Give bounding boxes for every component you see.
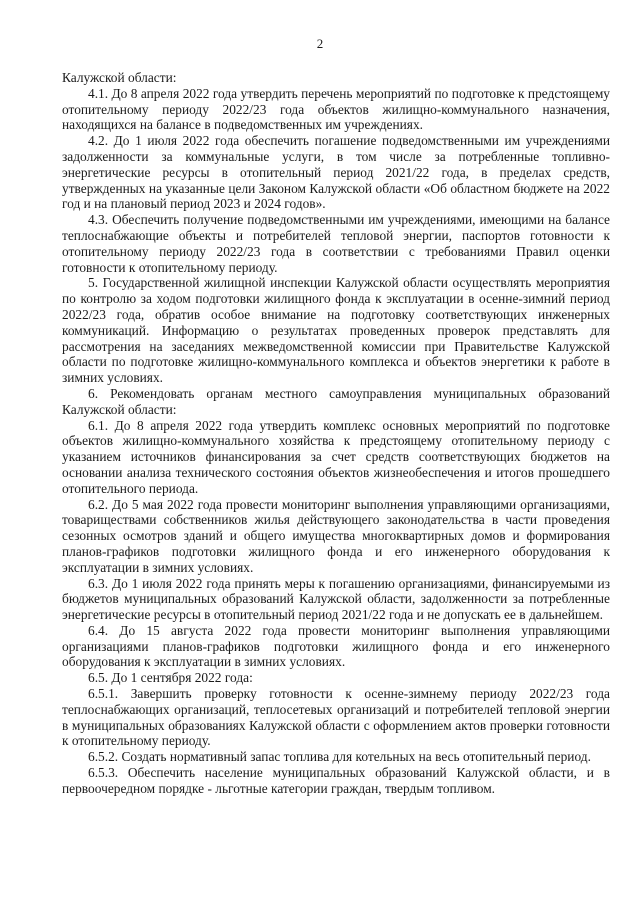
paragraph-6-5-2: 6.5.2. Создать нормативный запас топлива для котельных на весь отопительный период. <box>88 749 591 765</box>
document-body <box>62 70 610 797</box>
paragraph-continuation: Калужской области: <box>62 70 177 85</box>
paragraph-6: 6. Рекомендовать органам местного самоуправления муниципальных образований Калужской области: <box>62 385 610 417</box>
paragraph-6-5-3: 6.5.3. Обеспечить население муниципальных образований Калужской области, и в первоочередном порядке - льготные категории граждан, твердым топливом. <box>62 765 610 796</box>
paragraph-4-1: 4.1. До 8 апреля 2022 года утвердить перечень мероприятий по подготовке к предстоящему отопительному периоду 2022/23 года объектов жилищно-коммунального назначения, находящихся на балансе в подведомственных им учреждениях. <box>62 85 610 133</box>
page-number: 2 <box>316 36 324 51</box>
paragraph-6-1: 6.1. До 8 апреля 2022 года утвердить комплекс основных мероприятий по подготовке объектов жилищно-коммунального хозяйства к предстоящему отопительному периоду с указанием источников финансирования за счет средств соответствующих бюджетов на основании анализа технического состояния объектов жизнеобеспечения и итогов прошедшего отопительного периода. <box>62 417 610 496</box>
paragraph-4-2: 4.2. До 1 июля 2022 года обеспечить погашение подведомственными им учреждениями задолженности за коммунальные услуги, в том числе за потребленные топливно-энергетические ресурсы в отопительный период 2021/22 года, в пределах средств, утвержденных на указанные цели Законом Калужской области «Об областном бюджете на 2022 год и на плановый период 2023 и 2024 годов». <box>62 133 610 212</box>
paragraph-6-3: 6.3. До 1 июля 2022 года принять меры к погашению организациями, финансируемыми из бюджетов муниципальных образований Калужской области, задолженности за потребленные энергетические ресурсы в отопительный период 2021/22 года и не допускать ее в дальнейшем. <box>62 575 610 623</box>
paragraph-4-3: 4.3. Обеспечить получение подведомственными им учреждениями, имеющими на балансе теплоснабжающие объекты и потребителей тепловой энергии, паспортов готовности к отопительному периоду 2022/23 года в соответствии с требованиями Правил оценки готовности к отопительному периоду. <box>62 212 610 275</box>
paragraph-6-2: 6.2. До 5 мая 2022 года провести мониторинг выполнения управляющими организациями, товариществами собственников жилья действующего законодательства в части проведения сезонных осмотров зданий и общего имущества многоквартирных домов и формирования планов-графиков подготовки жилищного фонда и его инженерного оборудования к эксплуатации в зимних условиях. <box>62 496 610 575</box>
paragraph-5: 5. Государственной жилищной инспекции Калужской области осуществлять мероприятия по контролю за ходом подготовки жилищного фонда к эксплуатации в осенне-зимний период 2022/23 года, обратив особое внимание на подготовку соответствующих инженерных коммуникаций. Информацию о результатах проведенных проверок представлять для рассмотрения на заседаниях межведомственной комиссии при Правительстве Калужской области по подготовке жилищно-коммунального комплекса и объектов энергетики к работе в зимних условиях. <box>62 275 610 386</box>
paragraph-6-4: 6.4. До 15 августа 2022 года провести мониторинг выполнения управляющими организациями планов-графиков подготовки жилищного фонда и его инженерного оборудования к эксплуатации в зимних условиях. <box>62 622 610 670</box>
paragraph-6-5-1: 6.5.1. Завершить проверку готовности к осенне-зимнему периоду 2022/23 года теплоснабжающих организаций, теплосетевых организаций и потребителей тепловой энергии в муниципальных образованиях Калужской области с оформлением актов проверки готовности к отопительному периоду. <box>62 686 610 749</box>
paragraph-6-5: 6.5. До 1 сентября 2022 года: <box>88 670 253 686</box>
